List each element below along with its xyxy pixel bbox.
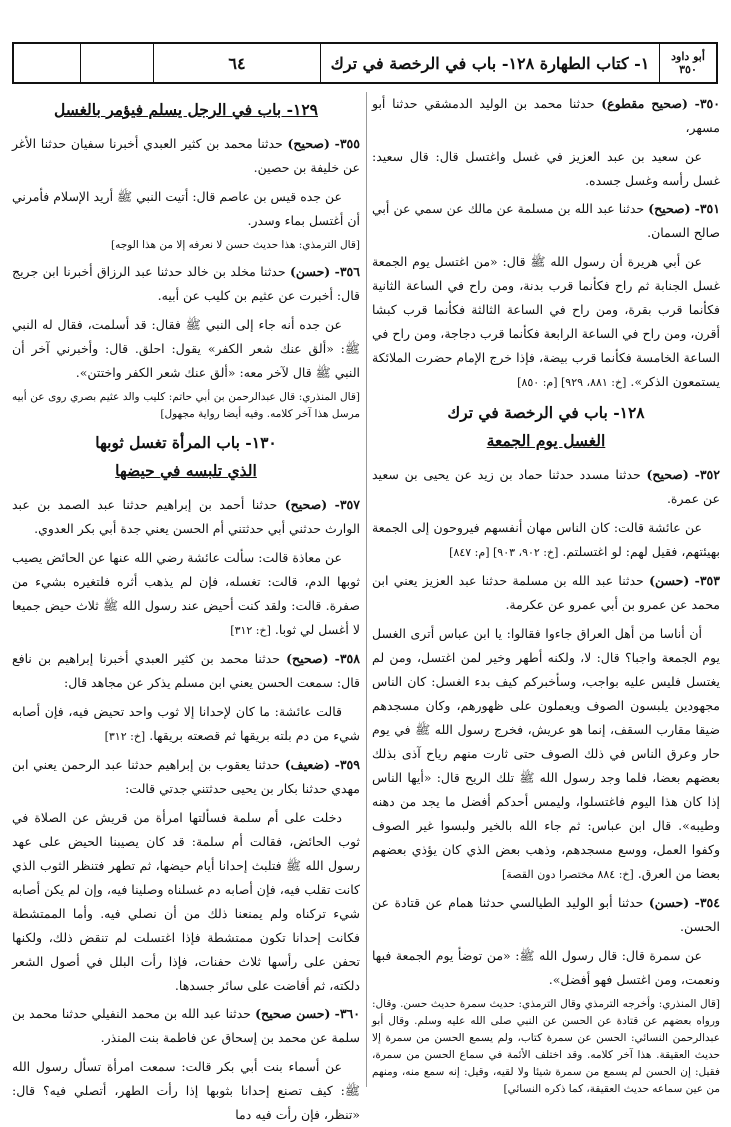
- hadith-356: [12, 260, 360, 308]
- hadith-number: ٣٥٥-: [334, 136, 360, 151]
- hadith-reference: [خ: ٣١٢]: [104, 730, 146, 743]
- chapter-title-line1: ١٣٠- باب المرأة تغسل ثوبها: [95, 433, 277, 452]
- hadith-matn: [12, 700, 360, 749]
- hadith-reference: [خ: ٨٨١، ٩٢٩] [م: ٨٥٠]: [517, 376, 627, 389]
- hadith-isnad: حدثنا أبو الوليد الطيالسي حدثنا همام عن قتادة عن الحسن.: [372, 895, 720, 934]
- hadith-358: [12, 647, 360, 695]
- book-volume: ٣٥٠: [679, 63, 697, 76]
- hadith-isnad: حدثنا مسدد حدثنا حماد بن زيد عن يحيى بن سعيد عن عمرة.: [372, 467, 720, 506]
- hadith-reference: [خ: ٨٨٤ مختصرا دون القصة]: [502, 868, 634, 881]
- footnote: [قال الترمذي: هذا حديث حسن لا نعرفه إلا من هذا الوجه]: [110, 239, 360, 251]
- hadith-isnad: حدثنا مخلد بن خالد حدثنا عبد الرزاق أخبرنا ابن جريج قال: أخبرت عن عثيم بن كليب عن أبيه.: [12, 264, 360, 303]
- hadith-number: ٣٥٩-: [334, 757, 360, 772]
- hadith-grade: (صحيح): [287, 136, 330, 151]
- book-name-cell: [659, 44, 716, 82]
- chapter-title: ١٢٩- باب في الرجل يسلم فيؤمر بالغسل: [54, 100, 318, 119]
- hadith-matn: عن سمرة قال: قال رسول الله ﷺ: «من توضأ يوم الجمعة فبها ونعمت، ومن اغتسل فهو أفضل».: [372, 948, 720, 987]
- page-number: ٦٤: [153, 44, 320, 82]
- hadith-matn: عن جده أنه جاء إلى النبي ﷺ فقال: قد أسلمت، فقال له النبي ﷺ: «ألق عنك شعر الكفر» يقول: احلق. قال: وأخبرني آخر أن النبي ﷺ قال لآخر معه: «ألق عنك شعر الكفر واختتن».: [12, 317, 360, 380]
- hadith-grade: (صحيح): [648, 201, 691, 216]
- column-divider: [366, 92, 367, 1087]
- chapter-title-line2: الغسل يوم الجمعة: [486, 431, 606, 450]
- hadith-isnad: حدثنا عبد الله بن مسلمة حدثنا عبد العزيز يعني ابن محمد عن عمرو بن أبي عمرو عن عكرمة.: [372, 573, 720, 612]
- hadith-matn: دخلت على أم سلمة فسألتها امرأة من قريش عن الصلاة في ثوب الحائض، فقالت أم سلمة: قد كان يصيبنا الحيض على عهد رسول الله ﷺ فتلبث إحدانا أيام حيضها، ثم تطهر فتنظر الثوب الذي كانت تقلب فيه، فإن أصابه دم غسلناه وصلينا فيه، وإن لم يكن أصابه شيء تركناه ولم يمنعنا ذلك من أن نصلي فيه. وأما الممتشطة فكانت إحدانا تكون ممتشطة فإذا اغتسلت لم تنقض ذلك، ولكنها تحفن على رأسها ثلاث حفنات، فإذا رأت البلل في أصول الشعر دلكته، ثم أفاضت على سائر جسدها.: [12, 810, 360, 993]
- hadith-isnad: حدثنا يعقوب بن إبراهيم حدثنا عبد الرحمن يعني ابن مهدي حدثنا بكار بن يحيى حدثتني جدتي قالت:: [12, 757, 360, 796]
- hadith-matn: عن أسماء بنت أبي بكر قالت: سمعت امرأة تسأل رسول الله ﷺ: كيف تصنع إحدانا بثوبها إذا رأت الطهر، أتصلي فيه؟ قال: «تنظر، فإن رأت فيه دما: [12, 1059, 360, 1122]
- hadith-355: [12, 132, 360, 180]
- header-empty-cell: [14, 44, 80, 82]
- hadith-grade: (صحيح): [286, 651, 329, 666]
- hadith-grade: (حسن): [648, 895, 690, 910]
- hadith-matn: عن سعيد بن عبد العزيز في غسل واغتسل قال: قال سعيد: غسل رأسه وغسل جسده.: [372, 149, 720, 188]
- hadith-number: ٣٥٠-: [694, 96, 720, 111]
- chapter-heading-128: [372, 399, 720, 455]
- hadith-grade: (حسن): [290, 264, 331, 279]
- right-column: [372, 92, 720, 1095]
- hadith-isnad: حدثنا محمد بن كثير العبدي أخبرنا سفيان حدثنا الأغر عن خليفة بن حصين.: [12, 136, 360, 175]
- hadith-grade: (حسن صحيح): [255, 1006, 331, 1021]
- hadith-grade: (صحيح): [284, 497, 328, 512]
- hadith-354: [372, 891, 720, 939]
- chapter-title-line1: ١٢٨- باب في الرخصة في ترك: [447, 403, 645, 422]
- hadith-grade: (حسن): [649, 573, 690, 588]
- hadith-matn: [372, 622, 720, 887]
- header-empty-cell: [80, 44, 153, 82]
- hadith-number: ٣٥٦-: [334, 264, 360, 279]
- hadith-number: ٣٥٤-: [694, 895, 720, 910]
- hadith-matn: عن جده قيس بن عاصم قال: أتيت النبي ﷺ أريد الإسلام فأمرني أن أغتسل بماء وسدر.: [12, 189, 360, 228]
- hadith-isnad: حدثنا عبد الله بن مسلمة عن مالك عن سمي عن أبي صالح السمان.: [372, 201, 720, 240]
- hadith-text: عن أبي هريرة أن رسول الله ﷺ قال: «من اغتسل يوم الجمعة غسل الجنابة ثم راح فكأنما قرب بدنة، ومن راح في الساعة الثانية فكأنما قرب بقرة، ومن راح في الساعة الثالثة فكأنما قرب كبشا أقرن، ومن راح في الساعة الرابعة فكأنما قرب دجاجة، ومن راح في الساعة الخامسة فكأنما قرب بيضة، فإذا خرج الإمام حضرت الملائكة يستمعون الذكر».: [372, 254, 720, 389]
- hadith-grade: (صحيح): [646, 467, 689, 482]
- hadith-isnad: حدثنا محمد بن كثير العبدي أخبرنا إبراهيم بن نافع قال: سمعت الحسن يعني ابن مسلم يذكر عن مجاهد قال:: [12, 651, 360, 690]
- page-header: [12, 42, 718, 84]
- hadith-text: أن أناسا من أهل العراق جاءوا فقالوا: يا ابن عباس أترى الغسل يوم الجمعة واجبا؟ قال: لا، ولكنه أطهر وخير لمن اغتسل، ومن لم يغتسل فليس عليه بواجب، وسأخبركم كيف بدء الغسل: كان الناس مجهودين يلبسون الصوف ويعملون على ظهورهم، وكان مسجدهم ضيقا مقارب السقف، إنما هو عريش، فخرج رسول الله ﷺ في يوم حار وعرق الناس في ذلك الصوف حتى ثارت منهم رياح آذى بذلك بعضهم بعضا، فلما وجد رسول الله ﷺ تلك الريح قال: «أيها الناس إذا كان هذا اليوم فاغتسلوا، وليمس أحدكم أفضل ما يجد من دهنه وطيبه». قال ابن عباس: ثم جاء الله بالخير ولبسوا غير الصوف وكفوا العمل، ووسع مسجدهم، وذهب بعض الذي كان يؤذي بعضهم بعضا من العرق.: [372, 626, 720, 881]
- hadith-isnad: حدثنا محمد بن الوليد الدمشقي حدثنا أبو مسهر،: [372, 96, 720, 135]
- book-name: أبو داود: [671, 50, 705, 63]
- hadith-isnad: حدثنا أحمد بن إبراهيم حدثنا عبد الصمد بن عبد الوارث حدثني أبي حدثتني أم الحسن يعني جدة أبي بكر العدوي.: [12, 497, 360, 536]
- hadith-359: [12, 753, 360, 801]
- hadith-number: ٣٥٣-: [694, 573, 720, 588]
- hadith-350: [372, 92, 720, 140]
- chapter-heading-129: [12, 96, 360, 124]
- chapter-header: ١- كتاب الطهارة ١٢٨- باب في الرخصة في ترك: [320, 44, 659, 82]
- chapter-heading-130: [12, 429, 360, 485]
- hadith-reference: [خ: ٩٠٢، ٩٠٣] [م: ٨٤٧]: [449, 546, 559, 559]
- hadith-number: ٣٥١-: [694, 201, 720, 216]
- hadith-text: عن عائشة قالت: كان الناس مهان أنفسهم فيروحون إلى الجمعة بهيئتهم، فقيل لهم: لو اغتسلتم.: [372, 520, 720, 559]
- hadith-text: قالت عائشة: ما كان لإحدانا إلا ثوب واحد تحيض فيه، فإن أصابه شيء من دم بلته بريقها ثم قصعته بريقها.: [12, 704, 360, 743]
- hadith-353: [372, 569, 720, 617]
- hadith-357: [12, 493, 360, 541]
- hadith-360: [12, 1002, 360, 1050]
- hadith-number: ٣٦٠-: [334, 1006, 360, 1021]
- hadith-text: عن معاذة قالت: سألت عائشة رضي الله عنها عن الحائض يصيب ثوبها الدم، قالت: تغسله، فإن لم يذهب أثره فلتغيره بشيء من صفرة. قالت: ولقد كنت أحيض عند رسول الله ﷺ ثلاث حيض جميعا لا أغسل لي ثوبا.: [12, 550, 360, 637]
- hadith-matn: [372, 516, 720, 565]
- footnote: [قال المنذري: قال عبدالرحمن بن أبي حاتم: كليب والد عثيم بصري روى عن أبيه مرسل هذا آخر كلامه. وفيه أيضا رواية مجهول]: [12, 391, 360, 420]
- hadith-reference: [خ: ٣١٢]: [230, 624, 271, 637]
- hadith-352: [372, 463, 720, 511]
- hadith-isnad: حدثنا عبد الله بن محمد النفيلي حدثنا محمد بن سلمة عن محمد بن إسحاق عن فاطمة بنت المنذر.: [12, 1006, 360, 1045]
- hadith-number: ٣٥٧-: [334, 497, 360, 512]
- hadith-number: ٣٥٨-: [334, 651, 360, 666]
- left-column: [12, 92, 360, 1122]
- hadith-matn: [372, 250, 720, 395]
- hadith-grade: (صحيح مقطوع): [601, 96, 688, 111]
- hadith-grade: (ضعيف): [284, 757, 330, 772]
- chapter-title-line2: الذي تلبسه في حيضها: [115, 461, 257, 480]
- footnote: [قال المنذري: وأخرجه الترمذي وقال الترمذي: حديث سمرة حديث حسن. وقال: ورواه بعضهم عن قتادة عن الحسن عن النبي صلى الله عليه وسلم. وقال أبو عبدالرحمن النسائي: الحسن عن سمرة كتاب، ولم يسمع الحسن من سمرة إلا حديث العقيقة. هذا آخر كلامه. وقد اختلف الأئمة في سماع الحسن من سمرة، فقيل: إن الحسن لم يسمع من سمرة شيئا ولا لقيه، وقيل: إنه سمع منه، ومنهم من عين سماعه حديث العقيقة، كما ذكره النسائي]: [372, 998, 720, 1095]
- hadith-matn: [12, 546, 360, 643]
- hadith-number: ٣٥٢-: [694, 467, 720, 482]
- hadith-351: [372, 197, 720, 245]
